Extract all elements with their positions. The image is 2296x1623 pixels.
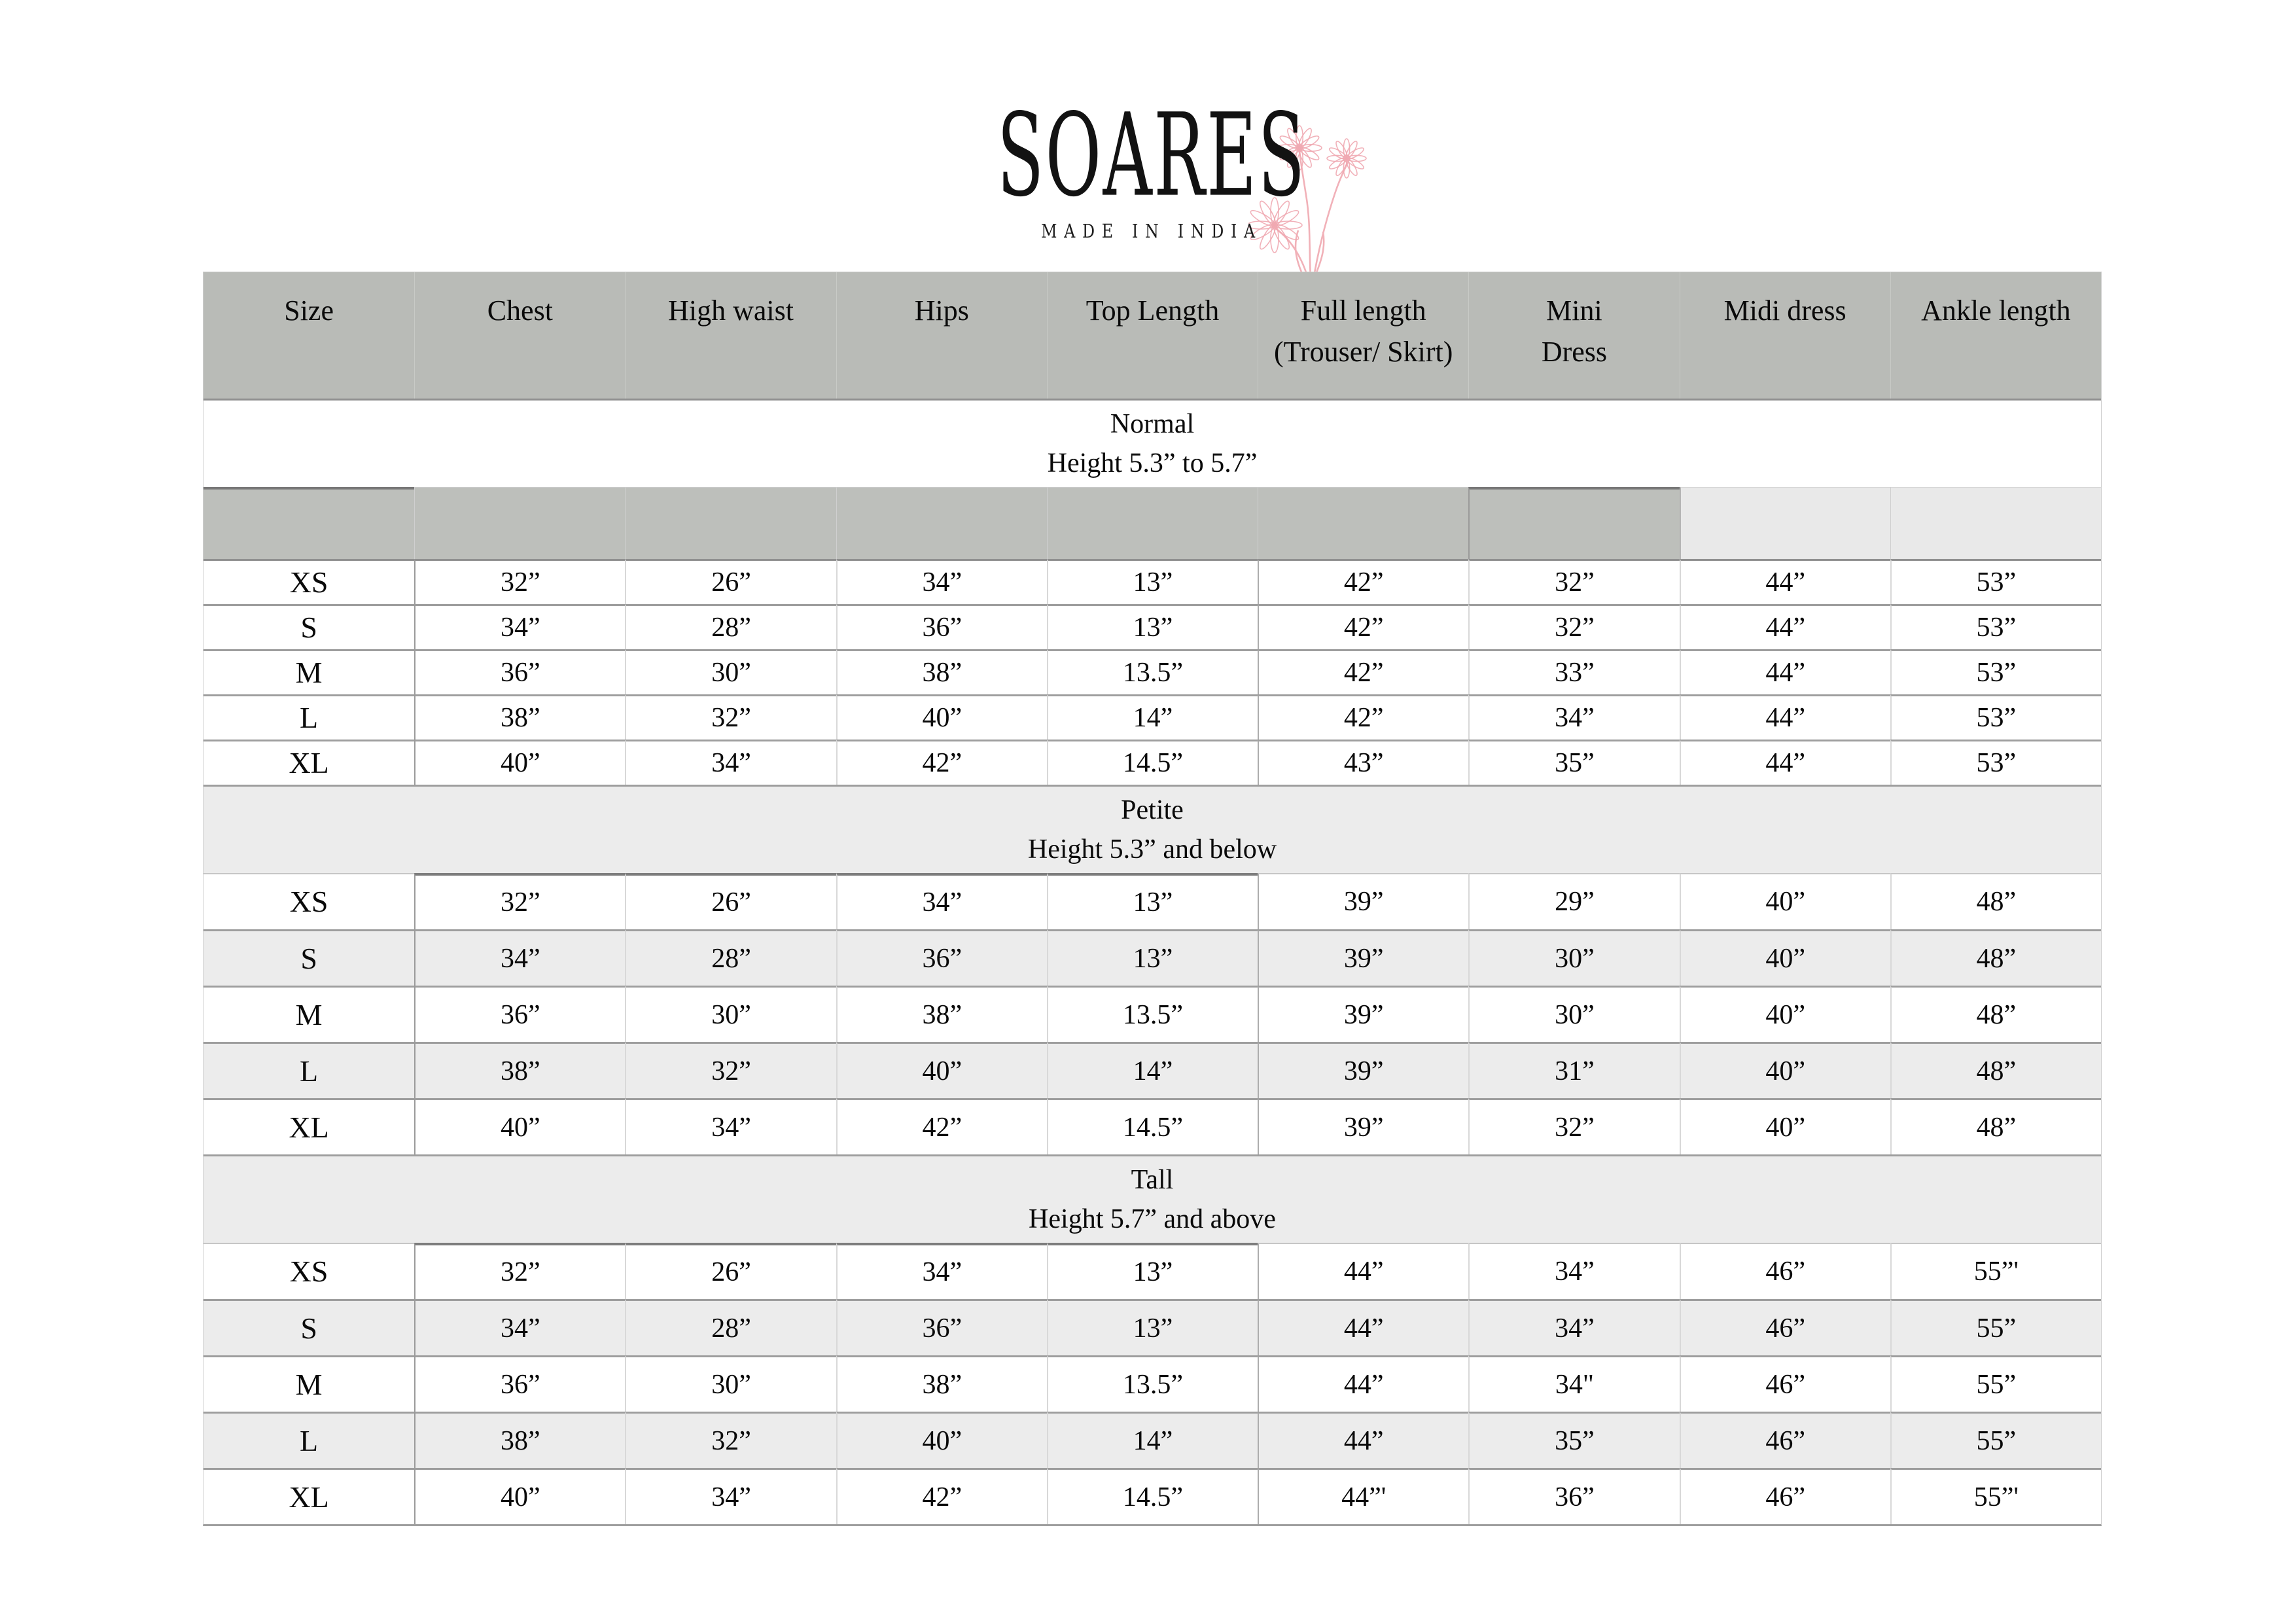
measurement-cell: 26” — [625, 873, 836, 929]
measurement-cell: 30” — [625, 1355, 836, 1412]
measurement-cell: 44” — [1258, 1355, 1468, 1412]
size-chart-table — [203, 272, 2102, 1526]
measurement-cell: 31” — [1468, 1042, 1679, 1098]
spacer-cell — [1680, 487, 1890, 559]
measurement-cell: 53” — [1890, 740, 2101, 785]
measurement-cell: 44” — [1680, 559, 1890, 604]
column-header — [1468, 272, 1679, 399]
column-header — [1890, 272, 2101, 399]
measurement-cell: 48” — [1890, 873, 2101, 929]
column-header-line2: (Trouser/ Skirt) — [1274, 335, 1453, 368]
measurement-cell: 34” — [836, 1243, 1047, 1299]
measurement-cell: 42” — [836, 740, 1047, 785]
measurement-cell: 35” — [1468, 1412, 1679, 1468]
measurement-cell: 40” — [414, 740, 625, 785]
column-header — [1047, 272, 1258, 399]
measurement-cell: 55” — [1890, 1412, 2101, 1468]
measurement-cell: 32” — [625, 694, 836, 740]
spacer-cell — [836, 487, 1047, 559]
measurement-cell: 34" — [1468, 1355, 1679, 1412]
measurement-cell: 42” — [1258, 559, 1468, 604]
measurement-cell: 40” — [1680, 1042, 1890, 1098]
measurement-cell: 34” — [625, 740, 836, 785]
measurement-cell: 46” — [1680, 1243, 1890, 1299]
measurement-cell: 42” — [1258, 649, 1468, 694]
measurement-cell: 13” — [1047, 1243, 1258, 1299]
measurement-cell: 14.5” — [1047, 1468, 1258, 1524]
measurement-cell: 14.5” — [1047, 1098, 1258, 1154]
measurement-cell: 43” — [1258, 740, 1468, 785]
measurement-cell: 28” — [625, 929, 836, 986]
column-header-line1: Midi dress — [1723, 294, 1846, 327]
column-header — [1258, 272, 1468, 399]
measurement-cell: 13” — [1047, 1299, 1258, 1355]
measurement-cell: 34” — [414, 604, 625, 649]
measurement-cell: 55”' — [1890, 1243, 2101, 1299]
measurement-cell: 34” — [414, 1299, 625, 1355]
measurement-cell: 40” — [1680, 1098, 1890, 1154]
measurement-cell: 36” — [836, 929, 1047, 986]
measurement-cell: 53” — [1890, 604, 2101, 649]
measurement-cell: 53” — [1890, 559, 2101, 604]
measurement-cell: 34” — [836, 559, 1047, 604]
section-title: Tall — [1131, 1164, 1174, 1195]
section-title: Petite — [1121, 794, 1184, 825]
measurement-cell: 30” — [1468, 929, 1679, 986]
section-header — [203, 399, 2101, 487]
measurement-cell: 55” — [1890, 1299, 2101, 1355]
measurement-cell: 39” — [1258, 1098, 1468, 1154]
size-cell: XS — [203, 1243, 414, 1299]
measurement-cell: 55” — [1890, 1355, 2101, 1412]
measurement-cell: 44” — [1680, 694, 1890, 740]
column-header — [836, 272, 1047, 399]
measurement-cell: 42” — [1258, 604, 1468, 649]
measurement-cell: 28” — [625, 604, 836, 649]
measurement-cell: 36” — [1468, 1468, 1679, 1524]
measurement-cell: 44” — [1258, 1243, 1468, 1299]
measurement-cell: 53” — [1890, 649, 2101, 694]
size-cell: XS — [203, 873, 414, 929]
measurement-cell: 39” — [1258, 929, 1468, 986]
measurement-cell: 34” — [625, 1098, 836, 1154]
spacer-cell — [625, 487, 836, 559]
size-cell: M — [203, 986, 414, 1042]
column-header-line1: High waist — [668, 294, 794, 327]
column-header-line1: Size — [284, 294, 334, 327]
measurement-cell: 13.5” — [1047, 1355, 1258, 1412]
measurement-cell: 48” — [1890, 929, 2101, 986]
measurement-cell: 33” — [1468, 649, 1679, 694]
section-header — [203, 1154, 2101, 1243]
measurement-cell: 13” — [1047, 559, 1258, 604]
measurement-cell: 14.5” — [1047, 740, 1258, 785]
measurement-cell: 40” — [836, 694, 1047, 740]
measurement-cell: 34” — [625, 1468, 836, 1524]
measurement-cell: 36” — [414, 986, 625, 1042]
column-header — [414, 272, 625, 399]
measurement-cell: 44” — [1680, 649, 1890, 694]
measurement-cell: 32” — [414, 873, 625, 929]
size-cell: L — [203, 1412, 414, 1468]
measurement-cell: 34” — [1468, 694, 1679, 740]
measurement-cell: 26” — [625, 559, 836, 604]
spacer-cell — [1890, 487, 2101, 559]
measurement-cell: 38” — [414, 1412, 625, 1468]
measurement-cell: 36” — [836, 604, 1047, 649]
size-cell: XL — [203, 740, 414, 785]
measurement-cell: 53” — [1890, 694, 2101, 740]
spacer-cell — [414, 487, 625, 559]
brand-tagline: MADE IN INDIA — [1041, 220, 1262, 242]
size-cell: L — [203, 694, 414, 740]
size-cell: S — [203, 604, 414, 649]
measurement-cell: 38” — [836, 649, 1047, 694]
measurement-cell: 14” — [1047, 1412, 1258, 1468]
section-subtitle: Height 5.3” and below — [1027, 834, 1277, 865]
measurement-cell: 48” — [1890, 1042, 2101, 1098]
measurement-cell: 32” — [414, 1243, 625, 1299]
measurement-cell: 13.5” — [1047, 986, 1258, 1042]
measurement-cell: 13” — [1047, 929, 1258, 986]
measurement-cell: 35” — [1468, 740, 1679, 785]
measurement-cell: 32” — [1468, 559, 1679, 604]
spacer-cell — [1047, 487, 1258, 559]
section-header — [203, 785, 2101, 873]
measurement-cell: 34” — [1468, 1243, 1679, 1299]
measurement-cell: 40” — [1680, 873, 1890, 929]
brand-name: SOARES — [997, 88, 1307, 223]
measurement-cell: 38” — [414, 1042, 625, 1098]
measurement-cell: 40” — [1680, 929, 1890, 986]
measurement-cell: 14” — [1047, 1042, 1258, 1098]
measurement-cell: 44” — [1680, 604, 1890, 649]
measurement-cell: 44”' — [1258, 1468, 1468, 1524]
measurement-cell: 44” — [1258, 1412, 1468, 1468]
measurement-cell: 30” — [625, 649, 836, 694]
measurement-cell: 36” — [414, 649, 625, 694]
measurement-cell: 46” — [1680, 1355, 1890, 1412]
measurement-cell: 34” — [836, 873, 1047, 929]
measurement-cell: 38” — [836, 986, 1047, 1042]
measurement-cell: 38” — [414, 694, 625, 740]
measurement-cell: 46” — [1680, 1412, 1890, 1468]
size-cell: S — [203, 1299, 414, 1355]
measurement-cell: 13” — [1047, 604, 1258, 649]
measurement-cell: 40” — [836, 1042, 1047, 1098]
section-title: Normal — [1110, 408, 1195, 439]
measurement-cell: 40” — [414, 1098, 625, 1154]
spacer-cell — [1258, 487, 1468, 559]
measurement-cell: 30” — [1468, 986, 1679, 1042]
measurement-cell: 38” — [836, 1355, 1047, 1412]
spacer-cell — [203, 487, 414, 559]
measurement-cell: 39” — [1258, 986, 1468, 1042]
measurement-cell: 30” — [625, 986, 836, 1042]
measurement-cell: 40” — [1680, 986, 1890, 1042]
measurement-cell: 39” — [1258, 1042, 1468, 1098]
measurement-cell: 29” — [1468, 873, 1679, 929]
size-cell: M — [203, 1355, 414, 1412]
measurement-cell: 32” — [414, 559, 625, 604]
measurement-cell: 26” — [625, 1243, 836, 1299]
section-subtitle: Height 5.3” to 5.7” — [1047, 448, 1258, 478]
measurement-cell: 48” — [1890, 1098, 2101, 1154]
measurement-cell: 46” — [1680, 1299, 1890, 1355]
measurement-cell: 36” — [836, 1299, 1047, 1355]
column-header-line1: Mini — [1546, 294, 1602, 327]
column-header-line1: Chest — [487, 294, 553, 327]
size-cell: L — [203, 1042, 414, 1098]
column-header-line1: Ankle length — [1921, 294, 2071, 327]
measurement-cell: 34” — [414, 929, 625, 986]
column-header — [625, 272, 836, 399]
measurement-cell: 34” — [1468, 1299, 1679, 1355]
measurement-cell: 44” — [1258, 1299, 1468, 1355]
measurement-cell: 40” — [836, 1412, 1047, 1468]
measurement-cell: 40” — [414, 1468, 625, 1524]
measurement-cell: 32” — [1468, 604, 1679, 649]
brand-logo — [203, 39, 2100, 242]
measurement-cell: 32” — [1468, 1098, 1679, 1154]
size-cell: S — [203, 929, 414, 986]
measurement-cell: 14” — [1047, 694, 1258, 740]
size-cell: XL — [203, 1468, 414, 1524]
measurement-cell: 32” — [625, 1412, 836, 1468]
column-header — [203, 272, 414, 399]
measurement-cell: 44” — [1680, 740, 1890, 785]
column-header-line1: Hips — [914, 294, 969, 327]
column-header-line1: Top Length — [1086, 294, 1220, 327]
size-cell: M — [203, 649, 414, 694]
measurement-cell: 32” — [625, 1042, 836, 1098]
measurement-cell: 48” — [1890, 986, 2101, 1042]
column-header-line1: Full length — [1300, 294, 1426, 327]
measurement-cell: 36” — [414, 1355, 625, 1412]
measurement-cell: 42” — [836, 1468, 1047, 1524]
column-header-line2: Dress — [1541, 335, 1608, 368]
measurement-cell: 13.5” — [1047, 649, 1258, 694]
measurement-cell: 39” — [1258, 873, 1468, 929]
section-subtitle: Height 5.7” and above — [1029, 1204, 1276, 1234]
measurement-cell: 28” — [625, 1299, 836, 1355]
measurement-cell: 55”' — [1890, 1468, 2101, 1524]
size-cell: XL — [203, 1098, 414, 1154]
column-header — [1680, 272, 1890, 399]
measurement-cell: 42” — [1258, 694, 1468, 740]
measurement-cell: 42” — [836, 1098, 1047, 1154]
measurement-cell: 46” — [1680, 1468, 1890, 1524]
size-cell: XS — [203, 559, 414, 604]
spacer-cell — [1468, 487, 1679, 559]
measurement-cell: 13” — [1047, 873, 1258, 929]
